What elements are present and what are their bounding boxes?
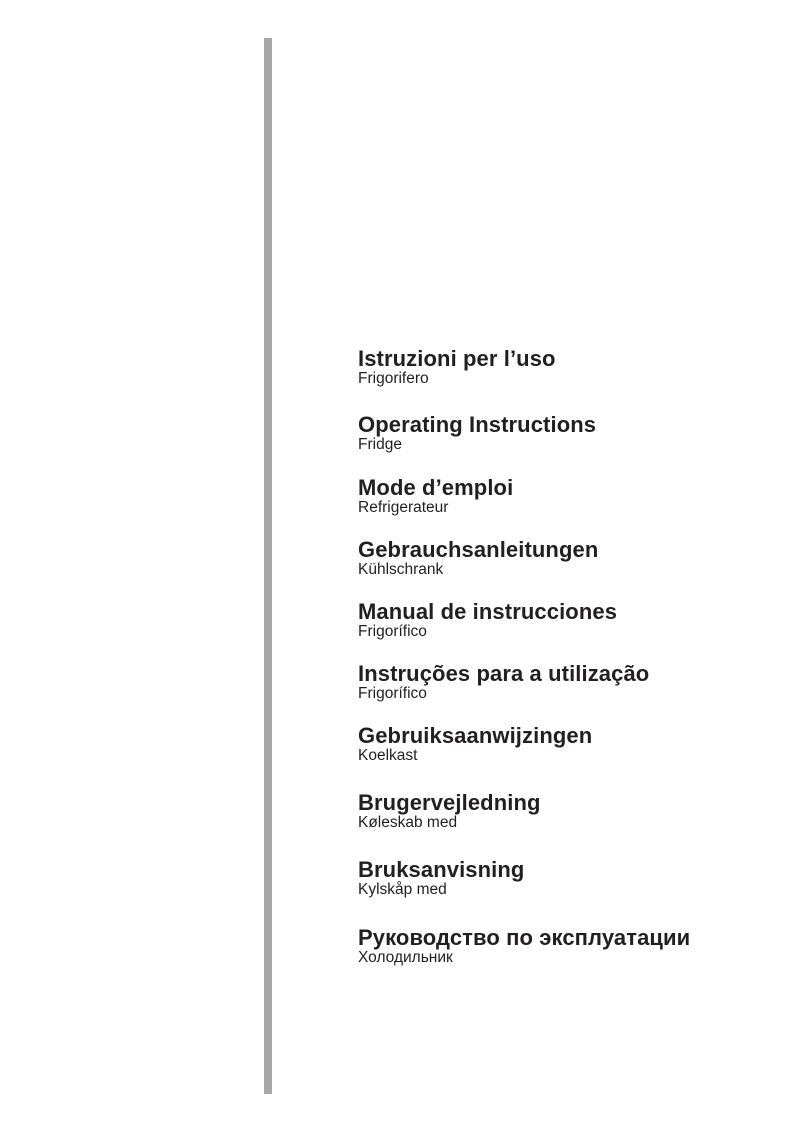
entry-title: Bruksanvisning <box>358 857 525 882</box>
entry-title: Istruzioni per l’uso <box>358 346 556 371</box>
entry-title: Brugervejledning <box>358 790 541 815</box>
entry-subtitle: Fridge <box>358 436 402 453</box>
entry-title: Manual de instrucciones <box>358 599 618 624</box>
entry-title: Gebrauchsanleitungen <box>358 537 599 562</box>
language-entry-it <box>358 347 556 387</box>
language-entry-da <box>358 791 541 831</box>
entry-title: Instruções para a utilização <box>358 661 650 686</box>
language-entry-nl <box>358 724 592 764</box>
entry-subtitle: Refrigerateur <box>358 499 449 516</box>
entry-subtitle: Koelkast <box>358 747 418 764</box>
entry-subtitle: Холодильник <box>358 949 453 966</box>
entry-title: Mode d’emploi <box>358 475 514 500</box>
language-entry-ru <box>358 926 690 966</box>
language-entry-es <box>358 600 617 640</box>
language-entry-fr <box>358 476 513 516</box>
entry-subtitle: Frigorifero <box>358 370 429 387</box>
entry-subtitle: Kylskåp med <box>358 881 447 898</box>
entry-title: Operating Instructions <box>358 412 597 437</box>
entry-title: Руководство по эксплуатации <box>358 925 691 950</box>
decorative-vertical-bar <box>264 38 272 1094</box>
language-entry-en <box>358 413 596 453</box>
entry-subtitle: Køleskab med <box>358 814 458 831</box>
entry-title: Gebruiksaanwijzingen <box>358 723 593 748</box>
language-entry-pt <box>358 662 649 702</box>
language-entry-de <box>358 538 598 578</box>
language-entry-sv <box>358 858 524 898</box>
entry-subtitle: Kühlschrank <box>358 561 444 578</box>
entry-subtitle: Frigorífico <box>358 685 427 702</box>
entry-subtitle: Frigorífico <box>358 623 427 640</box>
